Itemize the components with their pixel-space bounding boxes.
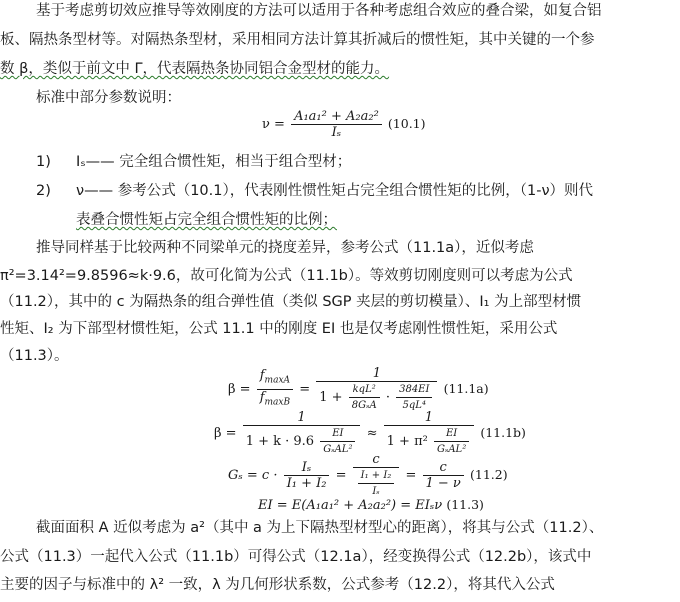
- paragraph-4-line-2: 公式（11.3）一起代入公式（11.1b）可得公式（12.1a），经变换得公式（12.2b），该式中: [0, 549, 592, 565]
- eq-lhs: Gₛ = c ·: [228, 468, 278, 483]
- list-text: 表叠合惯性矩占完全组合惯性矩的比例；: [76, 212, 337, 228]
- eq-numerator: EI: [434, 426, 469, 442]
- equation-11-3: [258, 497, 484, 513]
- list-text: Iₛ—— 完全组合惯性矩，相当于组合型材；: [76, 154, 352, 170]
- eq-body: EI = E(A₁a₁² + A₂a₂²) = EIₛν: [258, 498, 443, 513]
- eq-fraction: [291, 109, 382, 140]
- eq-numerator: Iₛ: [284, 460, 330, 476]
- paragraph-3-line-3: （11.2），其中的 c 为隔热条的组合弹性值（类似 SGP 夹层的剪切模量）、I₁ 为上部型材惯: [0, 294, 582, 310]
- equation-11-1b: [214, 410, 526, 457]
- eq-numerator: 384EI: [396, 382, 432, 398]
- eq-denominator: Iₛ: [372, 486, 380, 497]
- text-run: 数 β，类似于前文中 Γ，代表隔热条协同铝合金型材的能力。: [0, 61, 390, 77]
- eq-fraction: [316, 366, 437, 413]
- eq-numerator: 1: [243, 410, 361, 426]
- eq-lhs: ν =: [262, 117, 285, 132]
- eq-tag: (11.1b): [480, 425, 526, 440]
- eq-denominator: 1 − ν: [425, 476, 461, 491]
- paragraph-3-line-5: （11.3）。: [0, 348, 69, 364]
- eq-fraction: [384, 410, 475, 457]
- eq-denominator: 8GₛA: [351, 400, 377, 411]
- eq-denominator: GₛAL²: [323, 444, 353, 455]
- eq-denominator: 5qL⁴: [402, 400, 426, 411]
- paragraph-1-line-3: [0, 59, 389, 79]
- eq-text: f: [259, 368, 265, 384]
- eq-tag: (10.1): [387, 116, 426, 131]
- eq-denominator: I₁ + I₂: [286, 476, 327, 491]
- eq-tag: (11.2): [469, 467, 508, 482]
- eq-sub: maxB: [264, 397, 291, 408]
- eq-equals: =: [405, 468, 417, 483]
- eq-fraction: [243, 410, 361, 457]
- eq-fraction-inner: [396, 382, 432, 413]
- eq-lhs: β =: [228, 382, 251, 397]
- eq-fraction: [257, 368, 293, 410]
- text-run: 如复合铝: [543, 3, 602, 19]
- paragraph-2: 标准中部分参数说明：: [36, 90, 181, 106]
- list-item-2-continuation: [76, 210, 337, 230]
- eq-text: 1 +: [319, 390, 343, 405]
- eq-numerator: 1: [316, 366, 437, 382]
- list-number: 1): [36, 154, 51, 170]
- paragraph-3-line-4: 性矩、I₂ 为下部型材惯性矩，公式 11.1 中的刚度 EI 也是仅考虑刚性惯性矩，采用公式: [0, 321, 558, 337]
- eq-fraction-inner: [358, 468, 395, 499]
- eq-numerator: c: [353, 452, 400, 468]
- paragraph-3-line-1: 推导同样基于比较两种不同梁单元的挠度差异，参考公式（11.1a），近似考虑: [36, 240, 534, 256]
- eq-numerator: EI: [320, 426, 355, 442]
- paragraph-4-line-3: 主要的因子与标准中的 λ² 一致，λ 为几何形状系数，公式参考（12.2），将其代入公式: [0, 577, 555, 593]
- list-item-2: [36, 181, 594, 201]
- eq-dot: ·: [385, 390, 390, 405]
- eq-fraction: [284, 460, 330, 491]
- eq-text: 1 + π²: [386, 434, 428, 449]
- eq-tag: (11.1a): [443, 381, 489, 396]
- eq-tag: (11.3): [446, 497, 484, 512]
- eq-approx: ≈: [366, 426, 378, 441]
- eq-numerator: c: [423, 460, 464, 476]
- paragraph-4-line-1: 截面面积 A 近似考虑为 a²（其中 a 为上下隔热型材型心的距离），将其与公式（11.2）、: [36, 520, 604, 536]
- eq-denominator: Iₛ: [331, 125, 342, 140]
- eq-fraction: [423, 460, 464, 491]
- eq-text: 1 + k · 9.6: [245, 434, 315, 449]
- eq-lhs: β =: [214, 426, 237, 441]
- eq-denominator: GₛAL²: [436, 444, 467, 455]
- paragraph-1-line-2: [0, 30, 595, 50]
- eq-equals: =: [299, 382, 311, 397]
- eq-sub: maxA: [264, 376, 291, 386]
- list-text: ν—— 参考公式（10.1），代表刚性惯性矩占完全组合惯性矩的比例，（1-ν）则代: [76, 183, 594, 199]
- eq-fraction: [353, 452, 400, 499]
- text-run: 基于考虑剪切效应推导等效刚度的方法可以适用于各种考虑组合效应的叠合梁，: [36, 3, 544, 19]
- equation-11-1a: [228, 366, 489, 413]
- paragraph-1-line-1: [36, 1, 602, 21]
- list-item-1: [36, 152, 352, 172]
- eq-text: f: [259, 390, 265, 405]
- eq-fraction-inner: [349, 382, 380, 413]
- eq-numerator: A₁a₁² + A₂a₂²: [291, 109, 382, 125]
- eq-equals: =: [335, 468, 347, 483]
- equation-11-2: [228, 452, 508, 499]
- equation-10-1: [262, 109, 426, 140]
- eq-numerator: I₁ + I₂: [358, 468, 395, 484]
- eq-numerator: 1: [384, 410, 475, 426]
- eq-numerator: kqL²: [349, 382, 380, 398]
- paragraph-3-line-2: π²=3.14²=9.8596≈k·9.6，故可化简为公式（11.1b）。等效剪切刚度则可以考虑为公式: [0, 268, 573, 284]
- text-run: 板、隔热条型材等。对隔热条型材，采用相同方法计算其折减后的惯性矩，其中关键的一个参: [0, 32, 595, 48]
- list-number: 2): [36, 183, 51, 199]
